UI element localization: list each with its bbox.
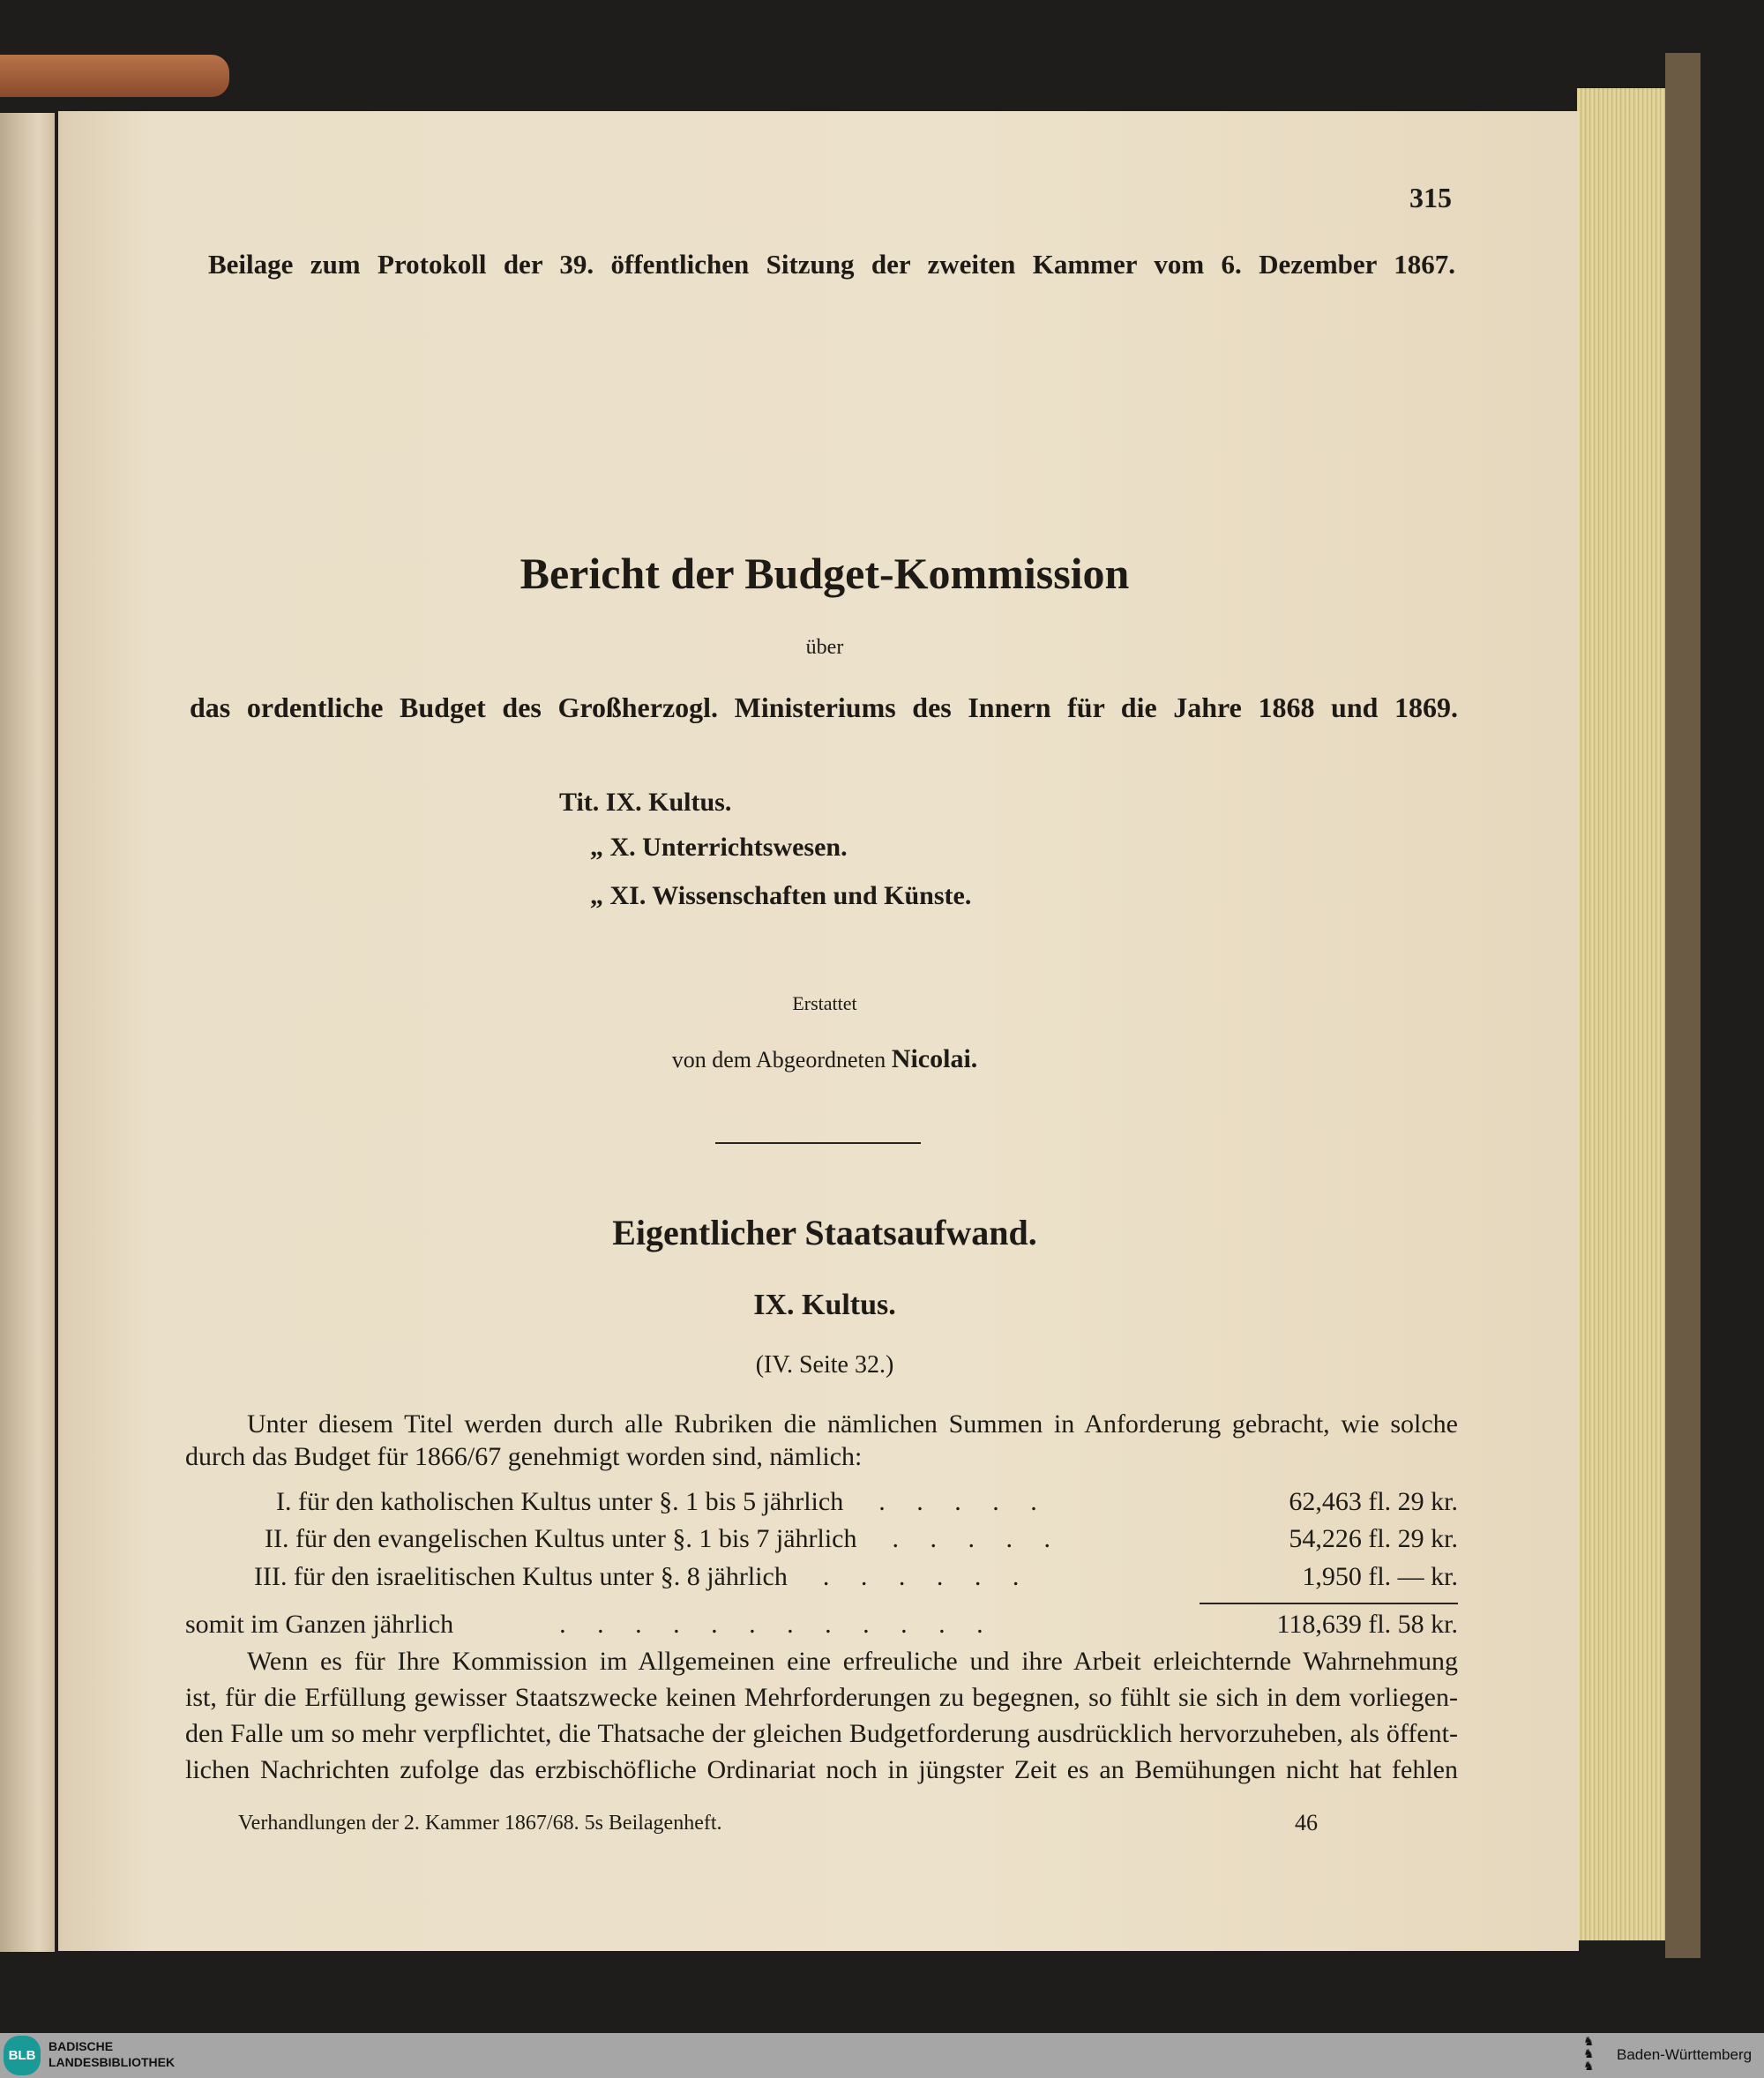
section-heading: Eigentlicher Staatsaufwand. bbox=[612, 1213, 1037, 1252]
budget-item-label: III. für den israelitischen Kultus unter §. 8 jährlich bbox=[254, 1562, 788, 1591]
budget-item-amount: 54,226 fl. 29 kr. bbox=[1289, 1524, 1458, 1553]
body-line: durch das Budget für 1866/67 genehmigt worden sind, nämlich: bbox=[185, 1442, 863, 1471]
erstattet-text: Erstattet bbox=[792, 992, 857, 1014]
bw-name[interactable]: Baden-Württemberg bbox=[1617, 2046, 1753, 2063]
lion-icon: ♞ ♞ ♞ bbox=[1583, 2036, 1595, 2074]
budget-item-label: II. für den evangelischen Kultus unter §. 1 bis 7 jährlich bbox=[265, 1524, 857, 1553]
leader-dots: . . . . . . bbox=[822, 1562, 1032, 1591]
signature-mark: 46 bbox=[1295, 1810, 1318, 1835]
budget-item-label: I. für den katholischen Kultus unter §. 1 bis 5 jährlich bbox=[276, 1487, 844, 1516]
sum-rule bbox=[1200, 1603, 1458, 1604]
budget-item-amount: 1,950 fl. — kr. bbox=[1302, 1562, 1458, 1591]
divider bbox=[715, 1142, 921, 1144]
title-item: „ XI. Wissenschaften und Künste. bbox=[590, 881, 972, 910]
author-name: Nicolai. bbox=[891, 1044, 978, 1073]
report-title: Bericht der Budget-Kommission bbox=[519, 549, 1130, 598]
body-line-text: lichen Nachrichten zufolge das erzbischöfliche Ordinariat noch in jüngster Zeit es an Bemühungen nicht hat fehlen bbox=[185, 1755, 1458, 1784]
budget-item bbox=[276, 1486, 1458, 1518]
total-label: somit im Ganzen jährlich bbox=[185, 1610, 454, 1639]
leader-dots: . . . . . bbox=[878, 1487, 1050, 1516]
header-line bbox=[208, 249, 1455, 280]
budget-item-amount: 62,463 fl. 29 kr. bbox=[1289, 1487, 1458, 1516]
body-line bbox=[247, 1646, 1458, 1678]
total-row bbox=[185, 1609, 1458, 1641]
page-number: 315 bbox=[1409, 182, 1452, 213]
body-line bbox=[185, 1682, 1458, 1714]
book-cover bbox=[1665, 53, 1700, 1958]
subsection-heading: IX. Kultus. bbox=[753, 1289, 896, 1321]
viewer-footer-bar bbox=[0, 2033, 1764, 2078]
title-item: „ X. Unterrichtswesen. bbox=[590, 833, 848, 862]
leader-dots: . . . . . . . . . . . . bbox=[559, 1610, 996, 1639]
blb-logo[interactable]: BLB bbox=[4, 2036, 41, 2075]
body-line-text: Unter diesem Titel werden durch alle Rubriken die nämlichen Summen in Anforderung gebracht, wie solche bbox=[247, 1409, 1458, 1439]
author-line bbox=[472, 1043, 1177, 1076]
body-line bbox=[185, 1754, 1458, 1786]
leather-strap bbox=[0, 55, 229, 97]
blb-name-line2: LANDESBIBLIOTHEK bbox=[49, 2055, 176, 2069]
reference: (IV. Seite 32.) bbox=[755, 1351, 894, 1379]
budget-item bbox=[254, 1561, 1458, 1593]
header-text: Beilage zum Protokoll der 39. öffentlichen Sitzung der zweiten Kammer vom 6. Dezember 1867. bbox=[208, 249, 1455, 280]
title-item: Tit. IX. Kultus. bbox=[559, 788, 732, 817]
blb-name-line1: BADISCHE bbox=[49, 2039, 114, 2053]
body-line bbox=[247, 1409, 1458, 1440]
author-prefix: von dem Abgeordneten bbox=[671, 1047, 886, 1073]
budget-item bbox=[265, 1523, 1458, 1555]
report-subtitle bbox=[190, 691, 1458, 723]
body-line-text: ist, für die Erfüllung gewisser Staatszwecke keinen Mehrforderungen zu begegnen, so fühlt sie sich in dem vorliegen- bbox=[185, 1683, 1458, 1712]
body-line-text: den Falle um so mehr verpflichtet, die Thatsache der gleichen Budgetforderung ausdrücklich hervorzuheben, als öffent- bbox=[185, 1719, 1458, 1748]
body-line-text: Wenn es für Ihre Kommission im Allgemeinen eine erfreuliche und ihre Arbeit erleichternde Wahrnehmung bbox=[247, 1647, 1458, 1676]
total-amount: 118,639 fl. 58 kr. bbox=[1276, 1610, 1458, 1639]
left-page-edge bbox=[0, 113, 55, 1952]
report-subtitle-text: das ordentliche Budget des Großherzogl. Ministeriums des Innern für die Jahre 1868 und 1869. bbox=[190, 691, 1458, 723]
page-footer-text: Verhandlungen der 2. Kammer 1867/68. 5s Beilagenheft. bbox=[238, 1812, 722, 1835]
leader-dots: . . . . . bbox=[892, 1524, 1063, 1553]
ueber-text: über bbox=[805, 636, 844, 659]
body-line bbox=[185, 1718, 1458, 1750]
page-edges bbox=[1577, 88, 1665, 1940]
